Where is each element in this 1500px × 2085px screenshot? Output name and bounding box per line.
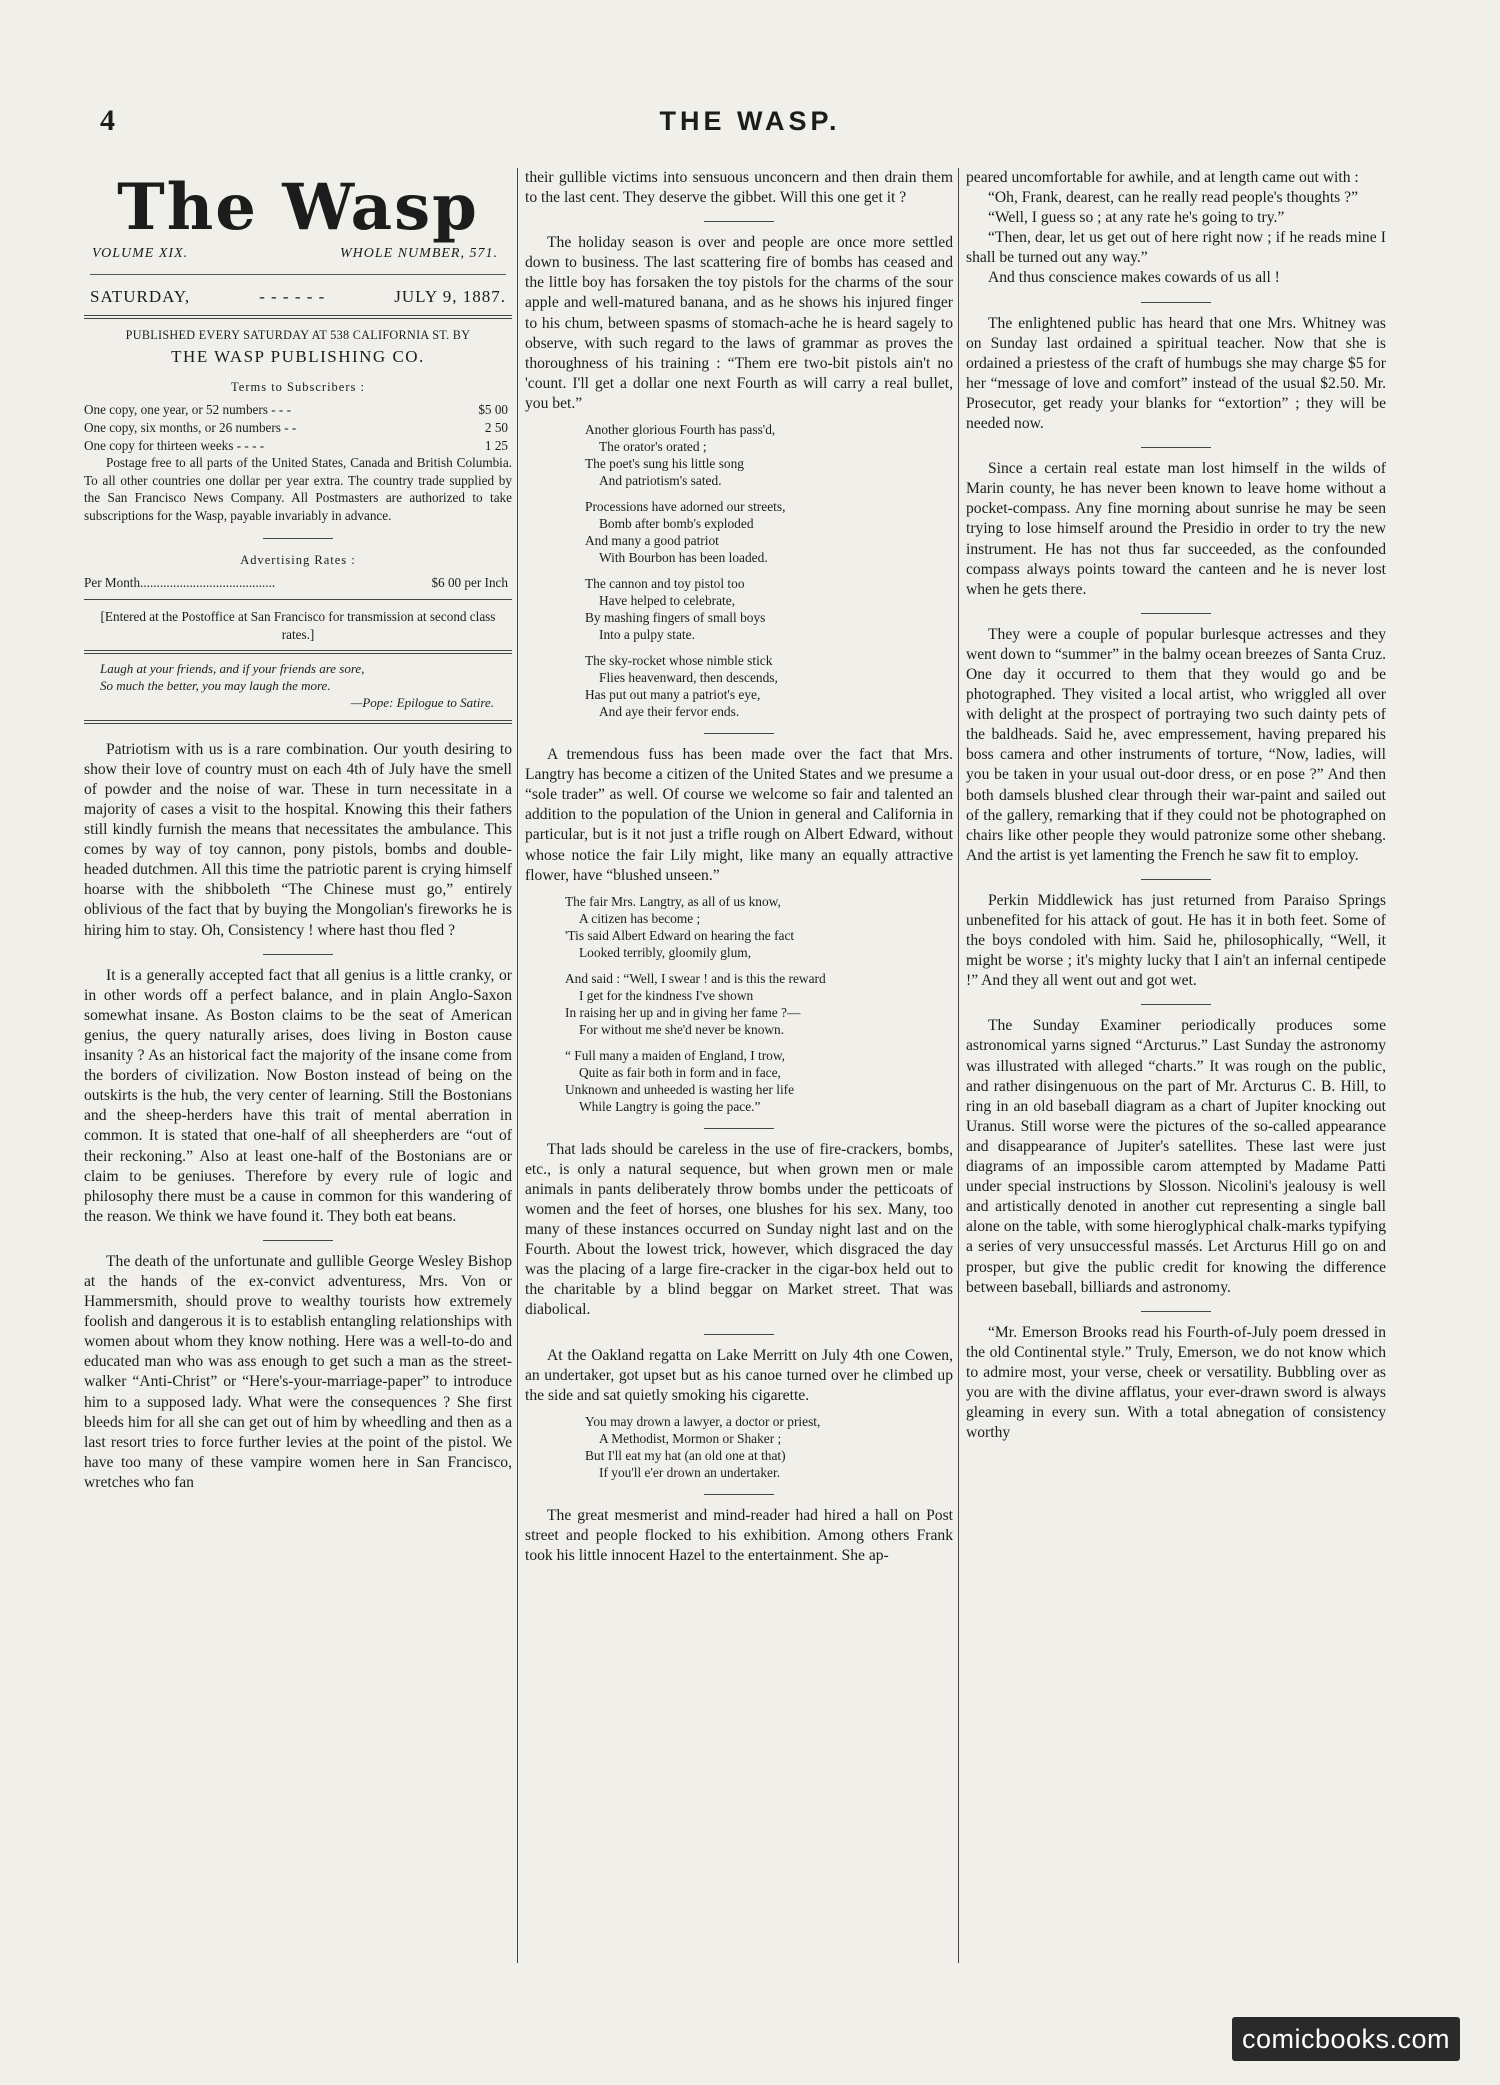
- stanza: [565, 970, 953, 1038]
- article-firecrackers: That lads should be careless in the use of fire-crackers, bombs, etc., is only a natural sequence, but when grown men or male animals in pants deliberately throw bombs under the petticoats of women and the feet of horses, one blushes for his sex. Many, too many of these instances occurred on Sunday night last and on the Fourth. About the lowest trick, however, which disgraced the day was the placing of a large fire-cracker in the cigar-box held out to the charitable by a blind beggar on Market street. That was diabolical.: [525, 1140, 953, 1319]
- terms-label: One copy for thirteen weeks - - - -: [84, 437, 265, 453]
- date-line: [90, 274, 506, 307]
- article-mesmerist: The great mesmerist and mind-reader had hired a hall on Post street and people flocked to his exhibition. Among others Frank took his little innocent Hazel to the entertainment. She ap-: [525, 1506, 953, 1564]
- double-rule: [84, 315, 512, 319]
- separator: [704, 1334, 774, 1335]
- separator: [263, 1240, 333, 1241]
- wasp-logo: The Wasp: [117, 170, 479, 245]
- terms-price: $5 00: [478, 402, 508, 418]
- verse-line: Another glorious Fourth has pass'd,: [585, 422, 776, 438]
- verse-line: Have helped to celebrate,: [599, 593, 736, 609]
- verse-line: Bomb after bomb's exploded: [599, 516, 754, 532]
- dialogue-line: And thus conscience makes cowards of us all !: [988, 269, 1280, 287]
- verse-line: And aye their fervor ends.: [599, 704, 740, 720]
- verse-line: “ Full many a maiden of England, I trow,: [565, 1047, 786, 1063]
- watermark-logo: comicbooks.com: [1232, 2017, 1460, 2061]
- terms-price: 1 25: [484, 437, 508, 453]
- verse-line: 'Tis said Albert Edward on hearing the fact: [565, 927, 795, 943]
- masthead: THE WASP.: [659, 106, 841, 136]
- column-rule-2: [958, 168, 959, 1963]
- separator: [1141, 1311, 1211, 1312]
- volume-line: [92, 244, 498, 264]
- separator: [263, 954, 333, 955]
- verse-line: The orator's orated ;: [599, 439, 707, 455]
- verse-line: By mashing fingers of small boys: [585, 610, 766, 626]
- verse-line: The poet's sung his little song: [585, 456, 745, 472]
- rule: [84, 599, 512, 600]
- verse-line: While Langtry is going the pace.”: [579, 1098, 761, 1114]
- verse-line: Processions have adorned our streets,: [585, 499, 786, 515]
- article-regatta: At the Oakland regatta on Lake Merritt on July 4th one Cowen, an undertaker, got upset but as his canoe turned over he climbed up the side and sat quietly smoking his cigarette.: [525, 1346, 953, 1404]
- volume: VOLUME XIX.: [92, 246, 189, 261]
- dialogue-line: “Well, I guess so ; at any rate he's going to try.”: [988, 209, 1285, 227]
- article-actresses: They were a couple of popular burlesque actresses and they went down to “summer” in the balmy ocean breezes of Santa Cruz. One day it occurred to them that they would go and be photographed. They visited a local artist, who wriggled all over with delight at the prospect of portraying two such dainty pets of the baldheads. Said he, avec empressement, having prepared his boss camera and other instruments of torture, “Now, ladies, will you be taken in your usual out-door dress, or en pose ?” And then both damsels blushed clear through their war-paint and sailed out of the gallery, remarking that if they could not be photographed on chairs like other people they would patronize some other shebang. And the artist is yet lamenting the French he saw fit to employ.: [966, 625, 1386, 864]
- verse-line: And patriotism's sated.: [599, 473, 722, 489]
- column-rule-1: [517, 168, 518, 1963]
- advertising-rate: [84, 574, 512, 592]
- stanza: [565, 1047, 953, 1115]
- verse-line: And said : “Well, I swear ! and is this the reward: [565, 970, 826, 986]
- epigraph-line: So much the better, you may laugh the more.: [100, 677, 331, 693]
- double-rule: [84, 650, 512, 654]
- poem-langtry: [565, 893, 953, 1115]
- issue-day: SATURDAY,: [90, 287, 191, 307]
- separator: [1141, 879, 1211, 880]
- ad-rate-label: Per Month.........................................: [84, 574, 276, 590]
- terms-heading: Terms to Subscribers :: [231, 380, 365, 395]
- verse-line: A citizen has become ;: [579, 910, 701, 926]
- poem-undertaker: [585, 1413, 953, 1481]
- terms-price: 2 50: [484, 420, 508, 436]
- verse-line: Unknown and unheeded is wasting her life: [565, 1081, 795, 1097]
- publisher-name: THE WASP PUBLISHING CO.: [171, 347, 425, 367]
- article-arcturus: The Sunday Examiner periodically produces some astronomical yarns signed “Arcturus.” Last Sunday the astronomy was illustrated with alleged “charts.” It was rough on the public, and rather disingenuous on the part of Mr. Arcturus C. B. Hill, to ring in an old baseball diagram as a chart of Jupiter knocking out Uranus. Still worse were the pictures of the so-called appearance and disappearance of Jupiter's satellites. These last were just diagrams of an impossible carom attempted by Madame Patti under special instructions by Slosson. Nicolini's jealousy is well and artistically denoted in another cut representing a single ball alone on the table, with some hieroglyphical chalk-marks typifying a series of very unsuccessful massés. Let Arcturus Hill go on and prosper, but give the public credit for knowing the difference between baseball, billiards and astronomy.: [966, 1017, 1386, 1296]
- separator: [1141, 613, 1211, 614]
- article-langtry: A tremendous fuss has been made over the fact that Mrs. Langtry has become a citizen of the United States and we presume a “sole trader” as well. Of course we welcome so fair and talented an addition to the population of the Union in general and California in particular, but is it not just a trifle rough on Albert Edward, without whose notice the fair Lily might, like many an equally attractive flower, have “blushed unseen.”: [525, 746, 953, 884]
- terms-label: One copy, one year, or 52 numbers - - -: [84, 402, 291, 418]
- verse-line: Into a pulpy state.: [599, 627, 695, 643]
- article-holiday: The holiday season is over and people are once more settled down to business. The last scattering fire of bombs has ceased and the little boy has forsaken the toy pistols for the charms of the sour apple and well-matured banana, and as he shows his injured finger to his chum, between spasms of stomach-ache he is heard sagely to observe, with such regard to the laws of grammar as proves the thoroughness of his training : “Them ere two-bit pistols ain't no 'count. I'll get a dollar one next Fourth as will carry a real bullet, you bet.”: [525, 234, 953, 412]
- epigraph: [84, 660, 512, 712]
- verse-line: In raising her up and in giving her fame ?—: [565, 1004, 801, 1020]
- verse-line: Has put out many a patriot's eye,: [585, 687, 761, 703]
- article-patriotism: Patriotism with us is a rare combination. Our youth desiring to show their love of country must on each 4th of July have the smell of powder and the noise of war. These in turn necessitate in a majority of cases a visit to the hospital. Knowing this their fathers still kindly furnish the means that necessitates the ambulance. This comes by way of toy cannon, pony pistols, bombs and double-headed dutchmen. All this time the patriotic parent is crying himself hoarse with the shibboleth “The Chinese must go,” entirely oblivious of the fact that by buying the Mongolian's fireworks he is hiring him to stay. Oh, Consistency ! where hast thou fled ?: [84, 740, 512, 939]
- separator: [704, 221, 774, 222]
- entered-notice: [Entered at the Postoffice at San Francisco for transmission at second class rates.]: [100, 609, 496, 642]
- double-rule: [84, 720, 512, 724]
- terms-row: [84, 437, 512, 455]
- terms-list: [84, 401, 512, 454]
- whole-number: WHOLE NUMBER, 571.: [340, 246, 498, 261]
- separator: [1141, 447, 1211, 448]
- terms-row: [84, 401, 512, 419]
- verse-line: The sky-rocket whose nimble stick: [585, 653, 773, 669]
- stanza: [585, 421, 953, 489]
- stanza: [585, 652, 953, 720]
- separator: [263, 538, 333, 539]
- poem-fourth: [585, 421, 953, 720]
- epigraph-line: Laugh at your friends, and if your friends are sore,: [100, 660, 365, 676]
- verse-line: Looked terribly, gloomily glum,: [579, 944, 752, 960]
- article-bishop-continued: their gullible victims into sensuous unconcern and then drain them to the last cent. They deserve the gibbet. Will this one get it ?: [525, 169, 953, 207]
- ad-rate-value: $6 00 per Inch: [431, 574, 508, 590]
- article-whitney: The enlightened public has heard that one Mrs. Whitney was on Sunday last ordained a spiritual teacher. Now that she is ordained a priestess of the craft of humbugs she may charge $5 for her “message of love and comfort” instead of the usual $2.50. Mr. Prosecutor, get ready your blanks for “extortion” ; they will be needed now.: [966, 314, 1386, 433]
- verse-line: Quite as fair both in form and in face,: [579, 1064, 781, 1080]
- dialogue-line: “Oh, Frank, dearest, can he really read people's thoughts ?”: [988, 189, 1358, 207]
- dialogue-line: “Then, dear, let us get out of here right now ; if he reads mine I shall be turned out any way.”: [966, 229, 1386, 267]
- page-number: 4: [100, 104, 115, 137]
- verse-line: A Methodist, Mormon or Shaker ;: [599, 1430, 782, 1446]
- stanza: [585, 575, 953, 643]
- verse-line: With Bourbon has been loaded.: [599, 550, 768, 566]
- separator: [704, 1128, 774, 1129]
- verse-line: The fair Mrs. Langtry, as all of us know,: [565, 893, 781, 909]
- advertising-heading: Advertising Rates :: [240, 552, 356, 567]
- issue-date: JULY 9, 1887.: [394, 287, 506, 307]
- article-emerson: “Mr. Emerson Brooks read his Fourth-of-July poem dressed in the old Continental style.” Truly, Emerson, we do not know which to admire most, your verse, cheek or versatility. Bubbling over as you are with the divine afflatus, your ever-drawn sword is always gleaming in every sun. With a total abnegation of consistency worthy: [966, 1323, 1386, 1442]
- article-mesmerist-continued: peared uncomfortable for awhile, and at length came out with :: [966, 169, 1359, 186]
- stanza: [565, 893, 953, 961]
- column-2: [525, 168, 953, 1963]
- postage-notice: Postage free to all parts of the United States, Canada and British Columbia. To all other countries one dollar per year extra. The country trade supplied by the San Francisco News Company. All Postmasters are authorized to take subscriptions for the Wasp, payable invariably in advance.: [84, 455, 512, 524]
- article-genius: It is a generally accepted fact that all genius is a little cranky, or in other words off a perfect balance, and in plain Anglo-Saxon somewhat insane. As Boston claims to be the seat of American genius, the query naturally arises, does living in Boston cause insanity ? As an historical fact the majority of the insane come from the borders of civilization. Now Boston instead of being on the outskirts is the hub, the very center of learning. Still the Bostonians and the sheep-herders have this trait of mental aberration in common. It is stated that one-half of all sheepherders are “out of their reckoning.” Also at least one-half of the Bostonians are or claim to be geniuses. Therefore by every rule of logic and philosophy there must be a cause in common for this wandering of the reason. We think we have found it. They both eat beans.: [84, 966, 512, 1225]
- verse-line: And many a good patriot: [585, 533, 719, 549]
- verse-line: I get for the kindness I've shown: [579, 987, 754, 1003]
- verse-line: The cannon and toy pistol too: [585, 576, 745, 592]
- terms-label: One copy, six months, or 26 numbers - -: [84, 420, 297, 436]
- separator: [704, 1494, 774, 1495]
- separator: [704, 733, 774, 734]
- column-3: [966, 168, 1386, 1963]
- article-bishop: The death of the unfortunate and gullible George Wesley Bishop at the hands of the ex-convict adventuress, Mrs. Von or Hammersmith, should prove to wealthy tourists how extremely foolish and dangerous it is to establish entangling relationships with women about whom they know nothing. Here was a well-to-do and educated man who was ass enough to get such a man as the street-walker “Anti-Christ” or “Here's-your-marriage-paper” to introduce him to a supposed lady. What were the consequences ? She first bleeds him for all she can get out of him by wheedling and then as a last resort tries to force further levies at the point of the pistol. We have too many of these vampire women here in San Francisco, wretches who fan: [84, 1252, 512, 1491]
- published-notice: PUBLISHED EVERY SATURDAY AT 538 CALIFORNIA ST. BY: [125, 328, 471, 343]
- separator: [1141, 1004, 1211, 1005]
- separator: [1141, 302, 1211, 303]
- verse-line: Flies heavenward, then descends,: [599, 670, 778, 686]
- stanza: [585, 498, 953, 566]
- column-1: [84, 168, 512, 1963]
- verse-line: You may drown a lawyer, a doctor or priest,: [585, 1413, 821, 1429]
- stanza: [585, 1413, 953, 1481]
- verse-line: If you'll e'er drown an undertaker.: [599, 1464, 781, 1480]
- terms-row: [84, 419, 512, 437]
- article-middlewick: Perkin Middlewick has just returned from Paraiso Springs unbenefited for his attack of gout. He has it in both feet. Some of the boys condoled with him. Said he, philosophically, “Well, it might be worse ; it's mighty lucky that I ain't an infernal centipede !” And they all went out and got wet.: [966, 891, 1386, 990]
- verse-line: For without me she'd never be known.: [579, 1021, 785, 1037]
- date-dashes: - - - - - -: [259, 287, 326, 307]
- verse-line: But I'll eat my hat (an old one at that): [585, 1447, 786, 1463]
- article-compass: Since a certain real estate man lost himself in the wilds of Marin county, he has never been known to leave home without a pocket-compass. Any fine morning about sunrise he may be seen trying to lose himself around the Presidio in order to try the new instrument. He has not thus far succeeded, as the confounded compass always points toward the canteen and he is never lost when he gets there.: [966, 460, 1386, 598]
- epigraph-attribution: —Pope: Epilogue to Satire.: [350, 695, 494, 711]
